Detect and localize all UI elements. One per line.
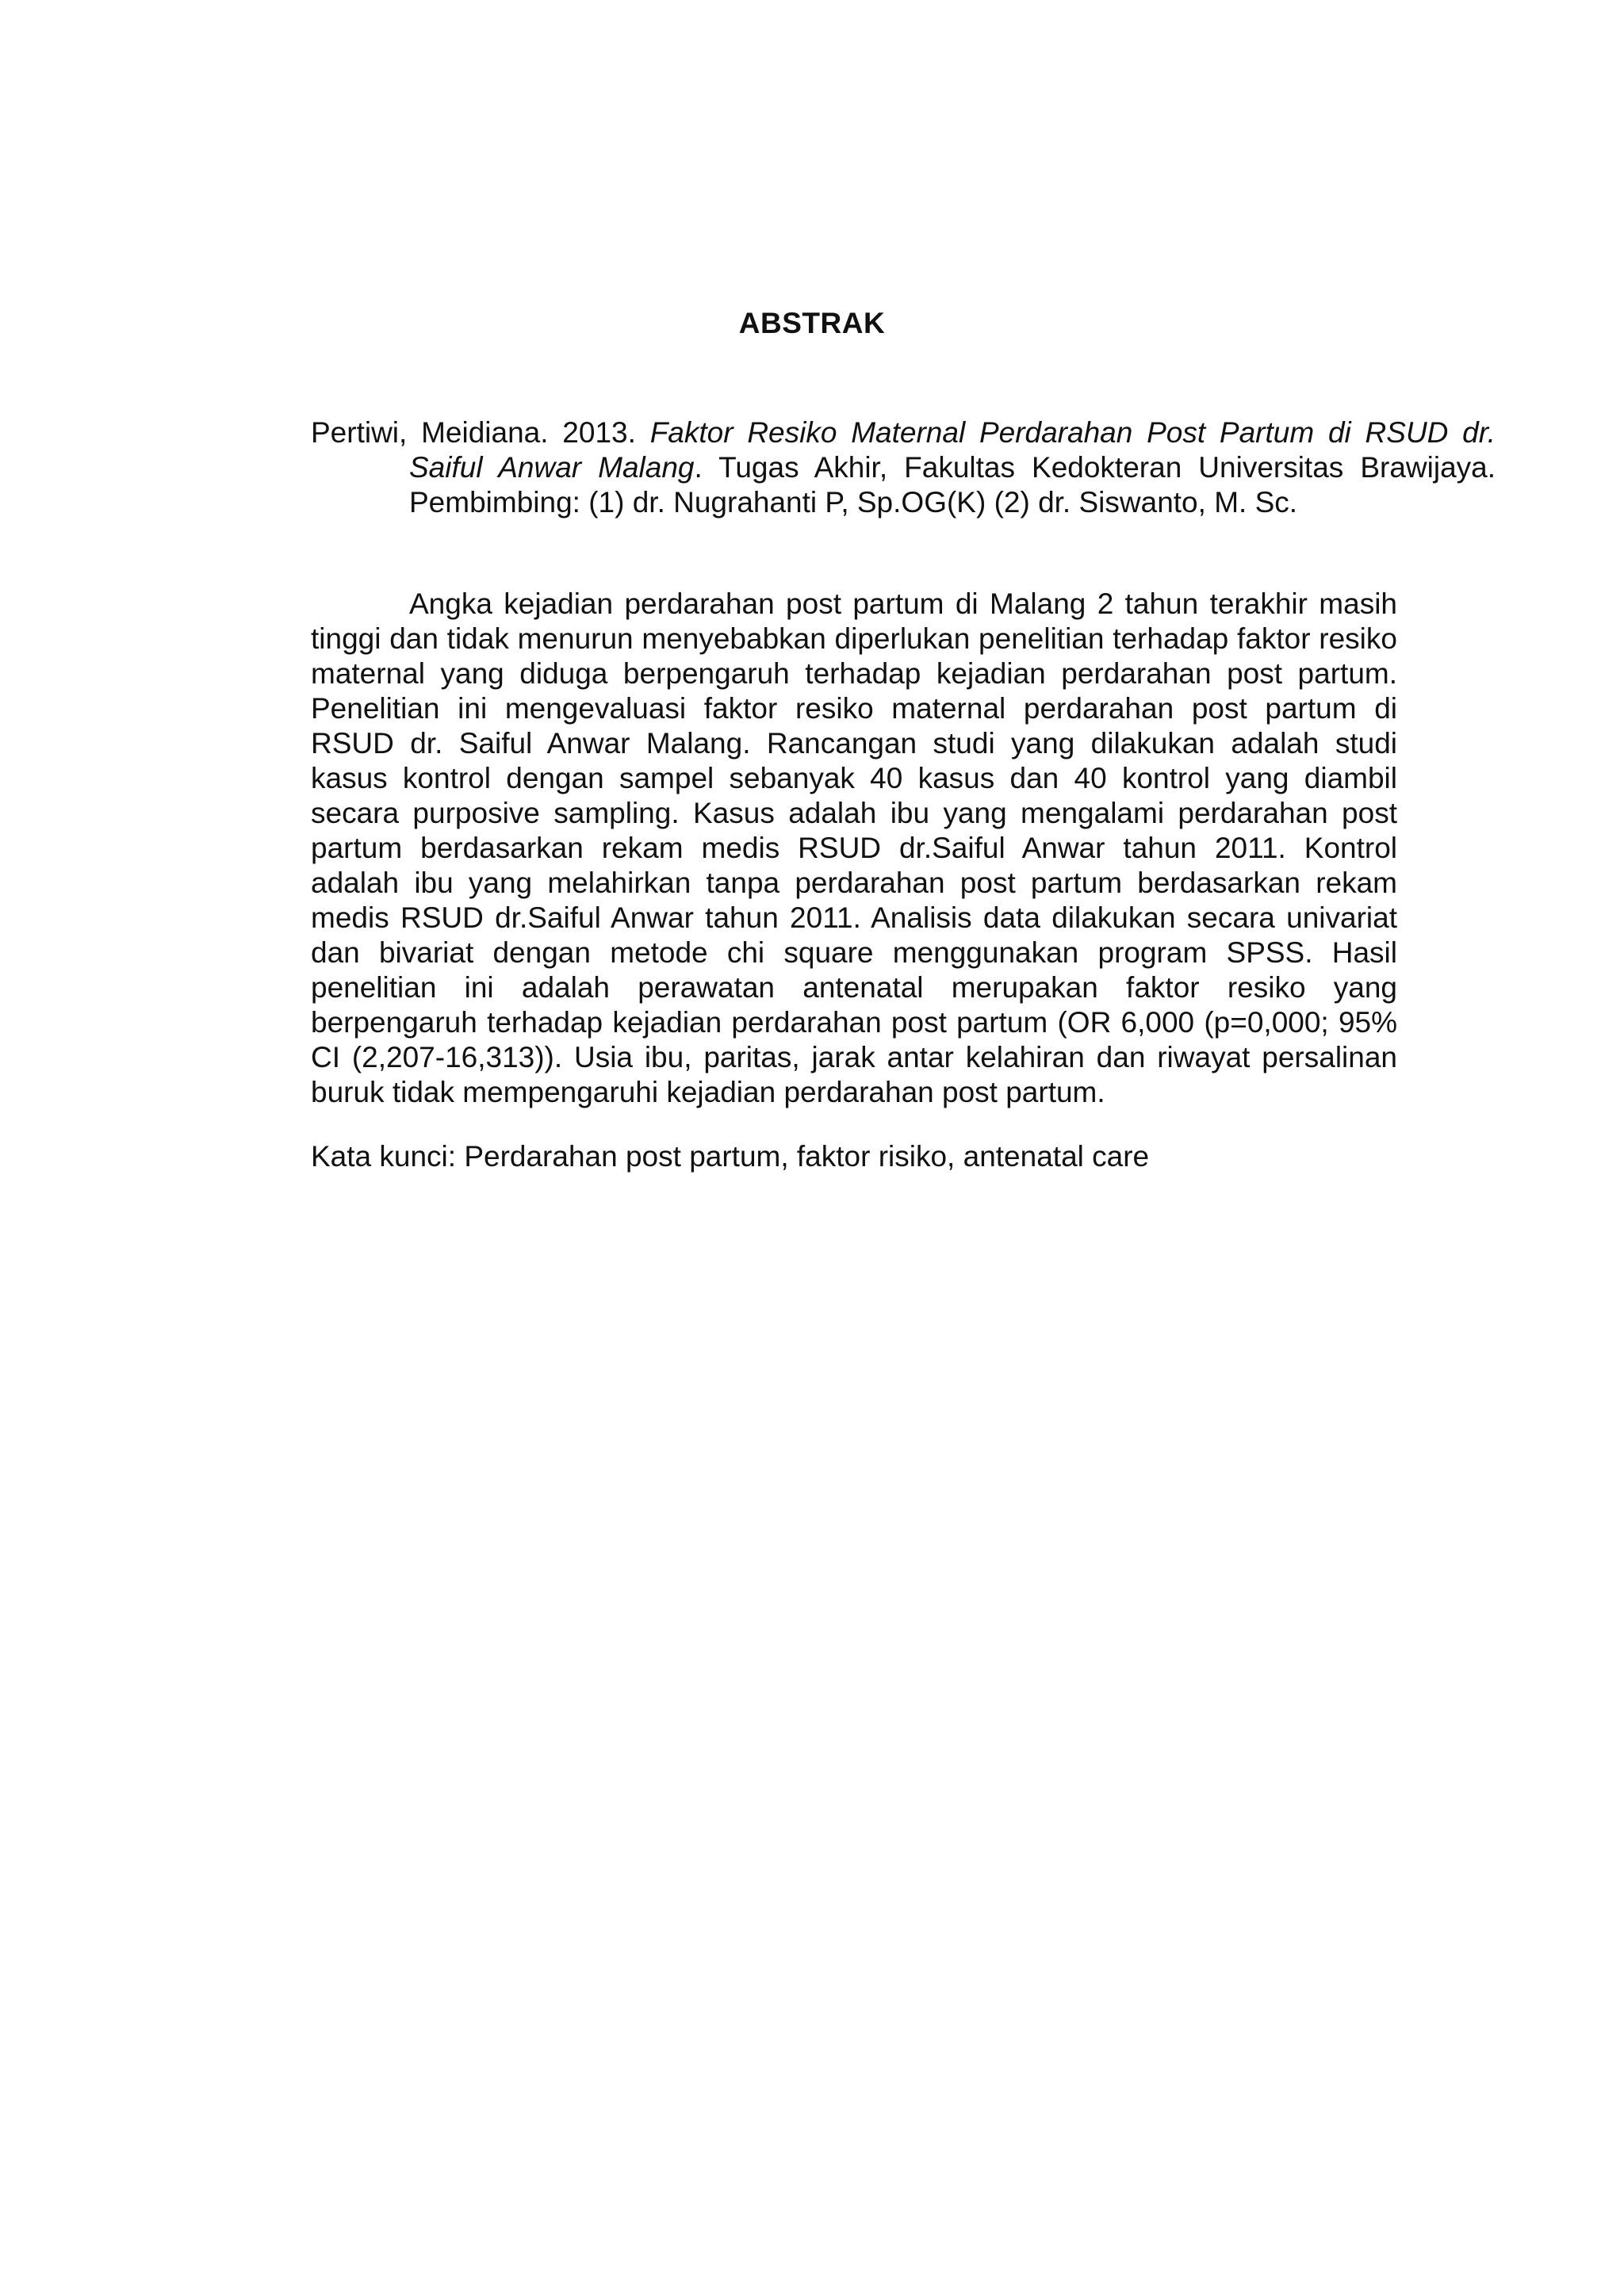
abstract-body: Angka kejadian perdarahan post partum di Malang 2 tahun terakhir masih tinggi dan tidak menurun menyebabkan diperlukan penelitian terhadap faktor resiko maternal yang diduga berpengaruh terhadap kejadian perdarahan post partum. Penelitian ini mengevaluasi faktor resiko maternal perdarahan post partum di RSUD dr. Saiful Anwar Malang. Rancangan studi yang dilakukan adalah studi kasus kontrol dengan sampel sebanyak 40 kasus dan 40 kontrol yang diambil secara purposive sampling. Kasus adalah ibu yang mengalami perdarahan post partum berdasarkan rekam medis RSUD dr.Saiful Anwar tahun 2011. Kontrol adalah ibu yang melahirkan tanpa perdarahan post partum berdasarkan rekam medis RSUD dr.Saiful Anwar tahun 2011. Analisis data dilakukan secara univariat dan bivariat dengan metode chi square menggunakan program SPSS. Hasil penelitian ini adalah perawatan antenatal merupakan faktor resiko yang berpengaruh terhadap kejadian perdarahan post partum (OR 6,000 (p=0,000; 95% CI (2,207-16,313)). Usia ibu, paritas, jarak antar kelahiran dan riwayat persalinan buruk tidak mempengaruhi kejadian perdarahan post partum. bbox=[311, 587, 1397, 1108]
keywords: Kata kunci: Perdarahan post partum, faktor risiko, antenatal care bbox=[311, 1140, 1150, 1173]
citation-details: . Tugas Akhir, Fakultas Kedokteran Universitas Brawijaya. Pembimbing: (1) dr. Nugrahanti P, Sp.OG(K) (2) dr. Siswanto, M. Sc. bbox=[409, 451, 1496, 519]
citation bbox=[311, 415, 1496, 520]
citation-author-year: Pertiwi, Meidiana. 2013. bbox=[311, 416, 650, 449]
citation-thesis-title: Faktor Resiko Maternal Perdarahan Post Partum di RSUD dr. Saiful Anwar Malang bbox=[409, 416, 1496, 484]
page-title: ABSTRAK bbox=[738, 307, 886, 339]
